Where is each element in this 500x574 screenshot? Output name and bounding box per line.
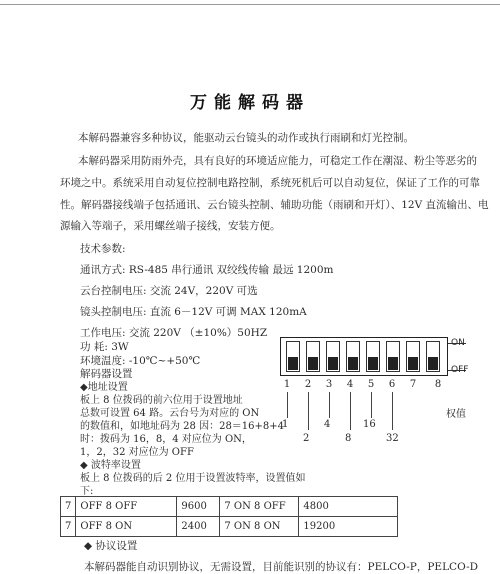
description-line-4: 源输入等端子，采用螺丝端子接线，安装方便。 xyxy=(60,220,281,232)
protocol-heading: ◆ 协议设置 xyxy=(84,540,138,552)
weight-label: 权值 xyxy=(446,409,466,420)
weight-tick-2 xyxy=(308,392,309,430)
weight-2: 2 xyxy=(303,433,310,444)
dip-number-4: 4 xyxy=(346,379,354,390)
table-cell: 7 ON 8 OFF xyxy=(220,497,299,517)
table-row xyxy=(61,497,398,517)
address-line-3: 的数值和，如地址码为 28 因：28＝16+8+4 xyxy=(80,421,285,432)
address-line-1: 板上 8 位拨码的前六位用于设置地址 xyxy=(80,395,243,406)
tech-heading: 技术参数: xyxy=(80,243,126,255)
address-line-4: 时：拨码为 16，8，4 对应位为 ON， xyxy=(80,434,252,445)
table-cell: 2400 xyxy=(177,517,220,537)
dip-number-1: 1 xyxy=(283,379,291,390)
dip-slot-6 xyxy=(386,341,400,372)
weight-1: 1 xyxy=(282,419,289,430)
weight-32: 32 xyxy=(386,433,399,444)
description-line-2: 环境之中。系统采用自动复位控制电路控制，系统死机后可以自动复位，保证了工作的可靠 xyxy=(60,177,480,189)
decoder-settings-heading: 解码器设置 xyxy=(80,368,133,380)
dip-number-2: 2 xyxy=(304,379,312,390)
table-row xyxy=(61,517,398,537)
dip-number-7: 7 xyxy=(409,379,417,390)
address-line-2: 总数可设置 64 路。云台号为对应的 ON xyxy=(80,408,260,419)
baud-heading: ◆ 波特率设置 xyxy=(80,460,141,471)
protocol-line: 本解码器能自动识别协议，无需设置，目前能识别的协议有：PELCO-P，PELCO-D xyxy=(84,561,479,573)
dip-number-3: 3 xyxy=(325,379,333,390)
table-cell: 7 xyxy=(61,517,76,537)
weight-8: 8 xyxy=(345,433,352,444)
table-cell: OFF 8 ON xyxy=(76,517,177,537)
top-rule xyxy=(0,4,500,5)
spec-power: 功 耗: 3W xyxy=(80,341,129,353)
spec-lens-voltage: 镜头控制电压: 直流 6－12V 可调 MAX 120mA xyxy=(80,306,307,318)
description-line-3: 性。解码器接线端子包括通讯、云台镜头控制、辅助功能（雨刷和开灯）、12V 直流输出、电 xyxy=(60,199,489,211)
intro-paragraph: 本解码器兼容多种协议，能驱动云台镜头的动作或执行雨刷和灯光控制。 xyxy=(78,132,414,144)
weight-tick-4 xyxy=(350,392,351,430)
spec-ptz-voltage: 云台控制电压: 交流 24V，220V 可选 xyxy=(80,285,258,297)
dip-slot-4 xyxy=(346,341,360,372)
table-cell: OFF 8 OFF xyxy=(76,497,177,517)
address-line-5: 1，2，32 对应位为 OFF xyxy=(80,447,194,458)
dip-slot-1 xyxy=(286,341,300,372)
dip-on-label: ON xyxy=(451,338,465,348)
dip-number-5: 5 xyxy=(367,379,375,390)
baud-line-1: 板上 8 位拨码的后 2 位用于设置波特率，设置值如 xyxy=(80,473,306,484)
dip-number-6: 6 xyxy=(388,379,396,390)
table-cell: 7 ON 8 ON xyxy=(220,517,299,537)
table-cell: 4800 xyxy=(299,497,398,517)
baud-rate-table xyxy=(60,496,398,537)
description-line-1: 本解码器采用防雨外壳，具有良好的环境适应能力，可稳定工作在潮湿、粉尘等恶劣的 xyxy=(78,155,477,167)
weight-tick-6 xyxy=(392,392,393,430)
weight-tick-1 xyxy=(287,392,288,418)
dip-slot-5 xyxy=(366,341,380,372)
table-cell: 9600 xyxy=(177,497,220,517)
weight-4: 4 xyxy=(324,419,331,430)
weight-tick-3 xyxy=(329,392,330,418)
table-cell: 19200 xyxy=(299,517,398,537)
address-heading: ◆地址设置 xyxy=(80,382,128,393)
dip-number-8: 8 xyxy=(434,379,442,390)
dip-switch xyxy=(280,337,448,376)
dip-slot-2 xyxy=(306,341,320,372)
dip-slot-7 xyxy=(406,341,420,372)
spec-communication: 通讯方式: RS-485 串行通讯 双绞线传输 最远 1200m xyxy=(80,264,334,276)
spec-temperature: 环境温度: -10℃~+50℃ xyxy=(80,355,201,367)
dip-off-label: OFF xyxy=(451,365,469,375)
spec-working-voltage: 工作电压: 交流 220V （±10%）50HZ xyxy=(80,327,268,339)
baud-line-2: 下: xyxy=(80,486,94,497)
page-title: 万能解码器 xyxy=(190,93,310,113)
dip-slot-8 xyxy=(426,341,440,372)
dip-slot-3 xyxy=(326,341,340,372)
weight-tick-5 xyxy=(371,392,372,418)
weight-16: 16 xyxy=(363,419,376,430)
table-cell: 7 xyxy=(61,497,76,517)
